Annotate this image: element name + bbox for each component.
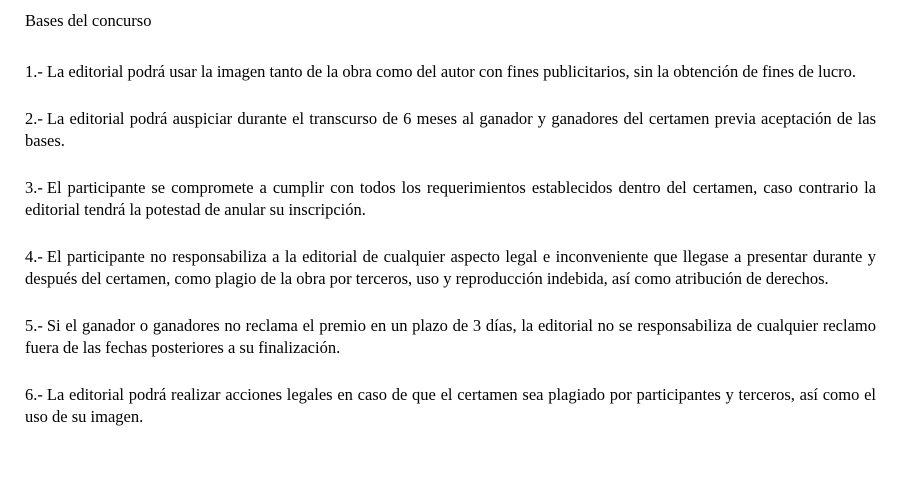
clause-5 bbox=[25, 315, 876, 359]
clause-4 bbox=[25, 246, 876, 290]
clause-text: Si el ganador o ganadores no reclama el premio en un plazo de 3 días, la editorial no se responsabiliza de cualquier reclamo fuera de las fechas posteriores a su finalización. bbox=[25, 316, 876, 357]
clause-text: La editorial podrá auspiciar durante el transcurso de 6 meses al ganador y ganadores del certamen previa aceptación de las bases. bbox=[25, 109, 876, 150]
clause-number: 6.- bbox=[25, 385, 43, 404]
clause-1 bbox=[25, 61, 876, 83]
document-title: Bases del concurso bbox=[25, 11, 152, 30]
clause-number: 1.- bbox=[25, 62, 43, 81]
clause-6 bbox=[25, 384, 876, 428]
clause-number: 4.- bbox=[25, 247, 43, 266]
clause-number: 3.- bbox=[25, 178, 43, 197]
clause-text: La editorial podrá realizar acciones legales en caso de que el certamen sea plagiado por participantes y terceros, así como el uso de su imagen. bbox=[25, 385, 876, 426]
clause-text: El participante no responsabiliza a la editorial de cualquier aspecto legal e inconveniente que llegase a presentar durante y después del certamen, como plagio de la obra por terceros, uso y reproducción indebida, así como atribución de derechos. bbox=[25, 247, 876, 288]
clause-3 bbox=[25, 177, 876, 221]
clause-number: 5.- bbox=[25, 316, 43, 335]
clause-text: La editorial podrá usar la imagen tanto de la obra como del autor con fines publicitarios, sin la obtención de fines de lucro. bbox=[46, 62, 857, 81]
document-body bbox=[25, 10, 876, 428]
clause-number: 2.- bbox=[25, 109, 43, 128]
clause-2 bbox=[25, 108, 876, 152]
clause-text: El participante se compromete a cumplir con todos los requerimientos establecidos dentro del certamen, caso contrario la editorial tendrá la potestad de anular su inscripción. bbox=[25, 178, 876, 219]
